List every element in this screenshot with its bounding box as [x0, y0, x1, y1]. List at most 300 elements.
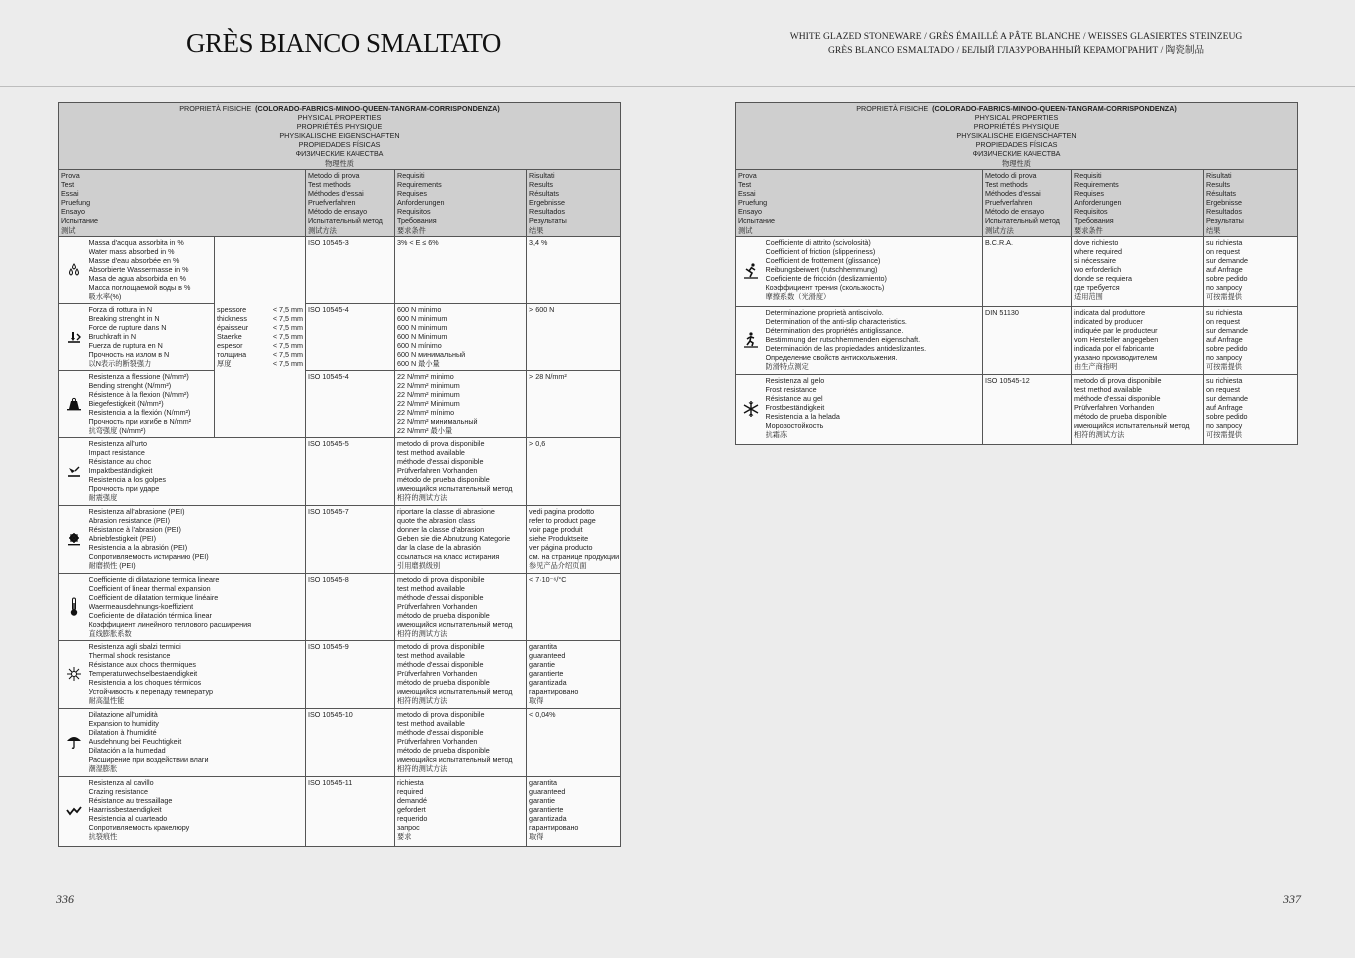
property-icon-cell [736, 306, 766, 374]
column-header-line: Pruefverfahren [308, 198, 356, 208]
column-header-line: Resultados [529, 207, 565, 217]
requirement-line: 22 N/mm² minimum [397, 380, 460, 390]
test-method-value: ISO 10545-7 [308, 506, 349, 516]
requirement-line: test method available [397, 583, 465, 593]
snowflake-icon [742, 404, 760, 413]
result-line: sur demande [1206, 255, 1248, 265]
property-line: Coëfficient de dilatation termique linéaire [88, 592, 219, 602]
header-line: PHYSICAL PROPERTIES [974, 113, 1059, 123]
property-line: Сопротивляемость истиранию (PEI) [88, 552, 209, 562]
thickness-line [217, 350, 303, 359]
header-line: PROPIEDADES FÍSICAS [975, 140, 1058, 150]
property-line: Resistenza all'urto [88, 438, 148, 448]
result-line: su richiesta [1206, 237, 1243, 247]
results [527, 573, 621, 640]
result-line: < 7·10⁻⁶/°C [529, 574, 567, 584]
column-header-line: 要求条件 [397, 225, 426, 235]
property-line: Resistencia a la flexión (N/mm²) [88, 408, 191, 418]
anti-slip-icon [742, 335, 760, 344]
column-header-line: Ensayo [61, 207, 85, 217]
header-line: PHYSIKALISCHE EIGENSCHAFTEN [279, 131, 400, 141]
property-line: Absorbierte Wassermasse in % [88, 264, 189, 274]
result-line: sobre pedido [1206, 274, 1248, 284]
requirements [395, 236, 527, 303]
result-line: ver página producto [529, 543, 593, 553]
test-method-value: ISO 10545-8 [308, 574, 349, 584]
result-line: по запросу [1206, 421, 1243, 431]
requirement-line: méthode d'essai disponible [397, 592, 484, 602]
property-name [766, 236, 983, 306]
test-method-value: ISO 10545-5 [308, 438, 349, 448]
impact-icon [66, 466, 82, 475]
property-line: 摩擦系数（光滑度） [765, 292, 831, 302]
property-name [89, 708, 306, 776]
result-line: 可按需提供 [1206, 430, 1242, 440]
requirement-line: Geben sie die Abnutzung Kategorie [397, 533, 511, 543]
requirement-line: riportare la classe di abrasione [397, 506, 495, 516]
thickness-label: thickness [217, 313, 247, 323]
requirement-line: где требуется [1074, 283, 1120, 293]
result-line: < 0,04% [529, 709, 556, 719]
requirement-line: dar la clase de la abrasión [397, 543, 481, 553]
column-header-line: Test methods [308, 180, 351, 190]
requirements [395, 708, 527, 776]
property-line: Reibungsbeiwert (rutschhemmung) [765, 264, 878, 274]
breaking-arrow-icon [66, 332, 82, 341]
result-line: garantierte [529, 804, 564, 814]
crazing-icon [66, 806, 82, 815]
thickness-label: épaisseur [217, 323, 249, 333]
table-header [736, 103, 1298, 170]
requirements [395, 437, 527, 505]
requirement-line: 适用范围 [1074, 292, 1103, 302]
result-line: по запросу [1206, 353, 1243, 363]
property-line: Dilatación a la humedad [88, 746, 166, 756]
column-header-line: Results [529, 180, 553, 190]
table-row [59, 776, 621, 846]
result-line: sur demande [1206, 393, 1248, 403]
result-line: garantizada [529, 678, 567, 688]
property-line: Determinación de las propiedades antideslizantes. [765, 344, 927, 354]
result-line: vedi pagina prodotto [529, 506, 595, 516]
test-method-value: B.C.R.A. [985, 237, 1013, 247]
test-method-value: ISO 10545-4 [308, 371, 349, 381]
requirement-line: donner la classe d'abrasion [397, 524, 485, 534]
thickness-value: < 7,5 mm [272, 332, 303, 342]
property-line: Bestimmung der rutschhemmenden eigenschaft. [765, 334, 921, 344]
requirement-line: requerido [397, 814, 428, 824]
requirements [395, 370, 527, 437]
requirement-line: metodo di prova disponibile [1074, 375, 1162, 385]
requirement-line: wo erforderlich [1074, 264, 1122, 274]
property-line: Коэффициент линейного теплового расширения [88, 620, 252, 630]
requirement-line: gefordert [397, 804, 426, 814]
thickness-line [217, 359, 303, 368]
table-row [59, 708, 621, 776]
requirement-line: required [397, 786, 424, 796]
property-line: Thermal shock resistance [88, 650, 171, 660]
thickness-line [217, 323, 303, 332]
result-line: siehe Produktseite [529, 533, 589, 543]
thickness-value: < 7,5 mm [272, 323, 303, 333]
property-line: Fuerza de ruptura en N [88, 341, 163, 351]
result-line: guaranteed [529, 786, 566, 796]
property-icon-cell [59, 505, 89, 573]
column-header-results [527, 170, 621, 237]
requirement-line: Prüfverfahren Vorhanden [397, 668, 478, 678]
property-line: 直线膨胀系数 [88, 629, 132, 639]
result-line: auf Anfrage [1206, 264, 1243, 274]
requirement-line: si nécessaire [1074, 255, 1116, 265]
results [527, 708, 621, 776]
property-line: Frost resistance [765, 384, 817, 394]
property-line: 防滑特点测定 [765, 362, 809, 372]
property-icon-cell [736, 236, 766, 306]
property-icon-cell [59, 437, 89, 505]
property-line: Dilatazione all'umidità [88, 709, 158, 719]
requirement-line: 引用磨损级别 [397, 561, 441, 571]
result-line: garantizada [529, 814, 567, 824]
requirement-line: ссылаться на класс истирания [397, 552, 500, 562]
test-method [306, 708, 395, 776]
page-subtitle [760, 30, 1272, 58]
results [527, 370, 621, 437]
column-header-line: Pruefverfahren [985, 198, 1033, 208]
test-method [306, 303, 395, 370]
property-icon-cell [59, 776, 89, 846]
property-name [89, 573, 306, 640]
property-line: Coeficiente de dilatación térmica linear [88, 611, 212, 621]
test-method [306, 573, 395, 640]
column-header-line: Résultats [1206, 189, 1236, 199]
column-header-line: 测试方法 [308, 225, 337, 235]
result-line: sobre pedido [1206, 344, 1248, 354]
property-line: Frostbeständigkeit [765, 402, 825, 412]
thickness-label: spessore [217, 304, 247, 314]
result-line: garantita [529, 777, 557, 787]
column-headers-row [59, 170, 621, 237]
property-line: Расширение при воздействии влаги [88, 755, 209, 765]
result-line: 取得 [529, 832, 544, 842]
requirement-line: indiquée par le producteur [1074, 325, 1158, 335]
requirement-line: metodo di prova disponibile [397, 709, 485, 719]
property-line: 抗裂痕性 [88, 832, 118, 842]
property-name [89, 776, 306, 846]
column-header-line: Requisitos [397, 207, 431, 217]
property-line: Force de rupture dans N [88, 322, 167, 332]
column-header-line: Испытание [738, 216, 776, 226]
physical-properties-table-right [735, 102, 1298, 445]
results [527, 236, 621, 303]
property-line: Résistance au tressaillage [88, 795, 173, 805]
property-line: Biegefestigkeit (N/mm²) [88, 398, 164, 408]
test-method-value: DIN 51130 [985, 307, 1019, 317]
requirement-line: test method available [1074, 384, 1142, 394]
thermometer-icon [68, 602, 80, 611]
property-icon-cell [59, 573, 89, 640]
requirement-line: 22 N/mm² mínimo [397, 408, 455, 418]
requirement-line: имеющийся испытательный метод [397, 755, 513, 765]
requirements [395, 573, 527, 640]
property-icon-cell [736, 374, 766, 444]
requirement-line: Prüfverfahren Vorhanden [397, 736, 478, 746]
result-line: гарантировано [529, 687, 579, 697]
property-line: Resistencia a la helada [765, 412, 840, 422]
thickness-line [217, 305, 303, 314]
requirement-line: 3% < E ≤ 6% [397, 237, 439, 247]
slip-icon [742, 266, 760, 275]
requirement-line: запрос [397, 823, 420, 833]
property-line: Impaktbeständigkeit [88, 465, 153, 475]
header-collections: (COLORADO-FABRICS-MINOO-QUEEN-TANGRAM-CORRISPONDENZA) [255, 104, 500, 113]
requirement-line: 22 N/mm² минимальный [397, 417, 478, 427]
header-line: 物理性质 [325, 158, 354, 168]
column-header-line: Metodo di prova [985, 171, 1037, 180]
column-header-line: Prova [738, 171, 757, 180]
result-line: garantie [529, 659, 555, 669]
column-header-line: Требования [397, 216, 437, 226]
column-header-line: Resultados [1206, 207, 1242, 217]
column-header-line: Test [738, 180, 752, 190]
property-line: 抗霜冻 [765, 430, 788, 440]
property-line: Dilatation à l'humidité [88, 727, 157, 737]
requirement-line: méthode d'essai disponible [397, 727, 484, 737]
requirement-line: test method available [397, 650, 465, 660]
property-line: Résistance aux chocs thermiques [88, 659, 196, 669]
umbrella-icon [66, 737, 82, 746]
requirements [1072, 374, 1204, 444]
property-line: Détermination des propriétés antiglissance. [765, 325, 904, 335]
table-row [59, 505, 621, 573]
requirement-line: where required [1074, 246, 1122, 256]
property-name [766, 374, 983, 444]
column-header-line: Ensayo [738, 207, 762, 217]
column-header-line: Requirements [397, 180, 442, 190]
property-line: Résistence à la flexion (N/mm²) [88, 389, 189, 399]
column-header-line: 要求条件 [1074, 225, 1103, 235]
thickness-value: < 7,5 mm [272, 350, 303, 360]
physical-properties-table-left [58, 102, 621, 847]
property-name [766, 306, 983, 374]
result-line: по запросу [1206, 283, 1243, 293]
table-row [59, 370, 621, 437]
column-header-line: Méthodes d'essai [985, 189, 1041, 199]
requirement-line: 由生产商指明 [1074, 362, 1118, 372]
property-line: Resistenza al gelo [765, 375, 825, 385]
header-line: 物理性质 [1002, 158, 1031, 168]
page-number-left: 336 [56, 892, 74, 906]
header-line: PHYSICAL PROPERTIES [297, 113, 382, 123]
header-prefix: PROPRIETÀ FISICHE [856, 104, 929, 113]
property-line: Прочность при ударе [88, 484, 160, 494]
test-method-value: ISO 10545-12 [985, 375, 1030, 385]
requirement-line: méthode d'essai disponible [397, 659, 484, 669]
property-icon-cell [59, 640, 89, 708]
column-header-line: Requirements [1074, 180, 1119, 190]
result-line: > 28 N/mm² [529, 371, 567, 381]
requirement-line: quote the abrasion class [397, 515, 475, 525]
property-line: Water mass absorbed in % [88, 246, 175, 256]
property-line: Устойчивость к перепаду температур [88, 687, 213, 697]
table-header-row [736, 103, 1298, 170]
property-line: Forza di rottura in N [88, 304, 153, 314]
property-line: Bending strenght (N/mm²) [88, 380, 172, 390]
thickness-cell [215, 236, 306, 437]
property-name [89, 370, 215, 437]
result-line: > 600 N [529, 304, 555, 314]
property-line: Resistenza agli sbalzi termici [88, 641, 181, 651]
column-header-line: Результаты [1206, 216, 1244, 226]
result-line: refer to product page [529, 515, 596, 525]
column-header-line: Pruefung [61, 198, 91, 208]
column-header-line: Método de ensayo [308, 207, 368, 217]
property-name [89, 236, 215, 303]
column-header-line: Essai [61, 189, 79, 199]
result-line: > 0,6 [529, 438, 546, 448]
thickness-line [217, 341, 303, 350]
results [527, 776, 621, 846]
results [527, 640, 621, 708]
column-header-test [736, 170, 983, 237]
column-header-requirements [1072, 170, 1204, 237]
result-line: 取得 [529, 696, 544, 706]
result-line: 3,4 % [529, 237, 548, 247]
requirement-line: 600 N 最小量 [397, 359, 440, 369]
requirement-line: 相符的测试方法 [397, 764, 448, 774]
thickness-value: < 7,5 mm [272, 359, 303, 369]
property-line: 耐磨损性 (PEI) [88, 561, 136, 571]
table-row [59, 236, 621, 303]
property-line: Résistance à l'abrasion (PEI) [88, 524, 181, 534]
table-row [59, 437, 621, 505]
property-name [89, 640, 306, 708]
table-header-row [59, 103, 621, 170]
property-line: Determination of the anti-slip characteristics. [765, 316, 907, 326]
header-line: ФИЗИЧЕСКИЕ КАЧЕСТВА [972, 149, 1061, 159]
result-line: auf Anfrage [1206, 334, 1243, 344]
column-header-line: 结果 [529, 225, 544, 235]
property-name [89, 437, 306, 505]
requirement-line: 要求 [397, 832, 412, 842]
column-header-line: Requisiti [1074, 171, 1102, 180]
property-line: Massa d'acqua assorbita in % [88, 237, 184, 247]
requirement-line: test method available [397, 718, 465, 728]
property-line: Resistencia a los choques térmicos [88, 678, 202, 688]
column-header-method [983, 170, 1072, 237]
header-line: ФИЗИЧЕСКИЕ КАЧЕСТВА [295, 149, 384, 159]
result-line: auf Anfrage [1206, 402, 1243, 412]
result-line: garantita [529, 641, 557, 651]
property-line: Crazing resistance [88, 786, 149, 796]
column-header-line: 测试 [738, 225, 753, 235]
thickness-label: Staerke [217, 332, 242, 342]
requirement-line: método de prueba disponible [397, 746, 490, 756]
results [1204, 374, 1298, 444]
property-line: 抗弯强度 (N/mm²) [88, 426, 146, 436]
header-collections: (COLORADO-FABRICS-MINOO-QUEEN-TANGRAM-CORRISPONDENZA) [932, 104, 1177, 113]
column-header-line: Método de ensayo [985, 207, 1045, 217]
requirement-line: donde se requiera [1074, 274, 1132, 284]
requirements [395, 640, 527, 708]
table-row [59, 640, 621, 708]
requirement-line: dove richiesto [1074, 237, 1119, 247]
results [527, 437, 621, 505]
property-line: Coefficient de frottement (glissance) [765, 255, 881, 265]
property-line: Résistance au gel [765, 393, 823, 403]
requirement-line: имеющийся испытательный метод [397, 687, 513, 697]
header-divider [0, 86, 1355, 87]
property-line: Resistenza al cavillo [88, 777, 154, 787]
page-number-right: 337 [1283, 892, 1301, 906]
table-row [59, 303, 621, 370]
property-line: Bruchkraft in N [88, 331, 137, 341]
header-line: PROPIEDADES FÍSICAS [298, 140, 381, 150]
property-line: Abrasion resistance (PEI) [88, 515, 170, 525]
requirements [1072, 306, 1204, 374]
header-main-line [61, 104, 618, 113]
thickness-label: espesor [217, 341, 243, 351]
column-header-line: Risultati [529, 171, 555, 180]
column-header-line: Essai [738, 189, 756, 199]
property-name [89, 505, 306, 573]
result-line: sobre pedido [1206, 412, 1248, 422]
requirement-line: metodo di prova disponibile [397, 574, 485, 584]
result-line: 可按需提供 [1206, 362, 1242, 372]
test-method [306, 236, 395, 303]
column-header-line: Metodo di prova [308, 171, 360, 180]
column-header-test [59, 170, 306, 237]
column-header-line: Испытание [61, 216, 99, 226]
result-line: гарантировано [529, 823, 579, 833]
property-line: Breaking strenght in N [88, 313, 160, 323]
table-row [59, 573, 621, 640]
column-header-line: Test [61, 180, 75, 190]
property-name [89, 303, 215, 370]
result-line: 可按需提供 [1206, 292, 1242, 302]
water-drops-icon [67, 265, 81, 274]
requirement-line: metodo di prova disponibile [397, 641, 485, 651]
column-header-line: Anforderungen [1074, 198, 1122, 208]
requirement-line: indicata dal produttore [1074, 307, 1146, 317]
test-method [983, 306, 1072, 374]
requirement-line: 22 N/mm² Minimum [397, 398, 460, 408]
test-method [306, 776, 395, 846]
result-line: guaranteed [529, 650, 566, 660]
requirement-line: demandé [397, 795, 427, 805]
column-header-line: Résultats [529, 189, 559, 199]
requirement-line: test method available [397, 447, 465, 457]
requirement-line: méthode d'essai disponible [1074, 393, 1161, 403]
column-header-line: 测试方法 [985, 225, 1014, 235]
property-line: Haarrissbestaendigkeit [88, 804, 162, 814]
property-line: Resistenza a flessione (N/mm²) [88, 371, 189, 381]
property-line: Resistencia al cuarteado [88, 814, 168, 824]
result-line: 参见产品介绍页面 [529, 561, 587, 571]
table-row [736, 236, 1298, 306]
test-method-value: ISO 10545-3 [308, 237, 349, 247]
result-line: on request [1206, 384, 1240, 394]
column-header-line: 测试 [61, 225, 76, 235]
column-header-line: Prova [61, 171, 80, 180]
header-main-line [738, 104, 1295, 113]
column-header-line: Requisitos [1074, 207, 1108, 217]
page-title: GRÈS BIANCO SMALTATO [186, 28, 501, 58]
column-header-line: Испытательный метод [308, 216, 383, 226]
column-header-line: Pruefung [738, 198, 768, 208]
result-line: sur demande [1206, 325, 1248, 335]
property-line: Coefficient of linear thermal expansion [88, 583, 211, 593]
property-line: Temperaturwechselbestaendigkeit [88, 668, 198, 678]
